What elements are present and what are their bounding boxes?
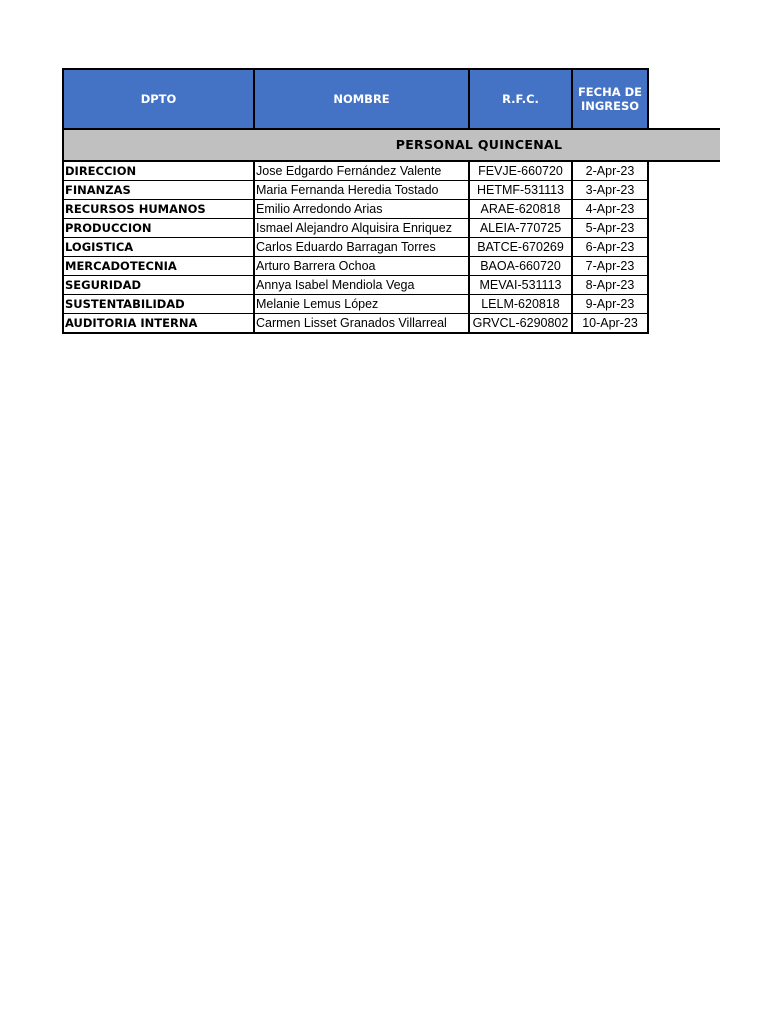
- cell-nombre[interactable]: Melanie Lemus López: [254, 295, 469, 314]
- cell-fecha[interactable]: 3-Apr-23: [572, 181, 648, 200]
- cell-nombre[interactable]: Maria Fernanda Heredia Tostado: [254, 181, 469, 200]
- header-row: [63, 69, 648, 129]
- table-row[interactable]: [63, 219, 648, 238]
- cell-nombre[interactable]: Arturo Barrera Ochoa: [254, 257, 469, 276]
- table-row[interactable]: [63, 238, 648, 257]
- cell-dpto[interactable]: FINANZAS: [63, 181, 254, 200]
- cell-nombre[interactable]: Jose Edgardo Fernández Valente: [254, 162, 469, 181]
- employee-table: [62, 68, 649, 334]
- cell-fecha[interactable]: 4-Apr-23: [572, 200, 648, 219]
- cell-dpto[interactable]: MERCADOTECNIA: [63, 257, 254, 276]
- header-dpto: DPTO: [63, 69, 254, 129]
- cell-dpto[interactable]: RECURSOS HUMANOS: [63, 200, 254, 219]
- cell-rfc[interactable]: FEVJE-660720: [469, 162, 572, 181]
- header-rfc: R.F.C.: [469, 69, 572, 129]
- cell-rfc[interactable]: GRVCL-6290802: [469, 314, 572, 334]
- table-row[interactable]: [63, 257, 648, 276]
- cell-fecha[interactable]: 8-Apr-23: [572, 276, 648, 295]
- cell-fecha[interactable]: 7-Apr-23: [572, 257, 648, 276]
- cell-nombre[interactable]: Carlos Eduardo Barragan Torres: [254, 238, 469, 257]
- cell-rfc[interactable]: ALEIA-770725: [469, 219, 572, 238]
- table-row[interactable]: [63, 314, 648, 334]
- cell-rfc[interactable]: HETMF-531113: [469, 181, 572, 200]
- cell-dpto[interactable]: DIRECCION: [63, 162, 254, 181]
- cell-rfc[interactable]: LELM-620818: [469, 295, 572, 314]
- employee-table-container: [62, 68, 649, 334]
- cell-fecha[interactable]: 9-Apr-23: [572, 295, 648, 314]
- cell-rfc[interactable]: MEVAI-531113: [469, 276, 572, 295]
- header-nombre: NOMBRE: [254, 69, 469, 129]
- section-row: [63, 129, 648, 162]
- table-row[interactable]: [63, 295, 648, 314]
- cell-rfc[interactable]: ARAE-620818: [469, 200, 572, 219]
- table-row[interactable]: [63, 162, 648, 181]
- cell-nombre[interactable]: Emilio Arredondo Arias: [254, 200, 469, 219]
- cell-dpto[interactable]: SUSTENTABILIDAD: [63, 295, 254, 314]
- cell-dpto[interactable]: LOGISTICA: [63, 238, 254, 257]
- cell-dpto[interactable]: AUDITORIA INTERNA: [63, 314, 254, 334]
- cell-nombre[interactable]: Ismael Alejandro Alquisira Enriquez: [254, 219, 469, 238]
- header-fecha: FECHA DE INGRESO: [572, 69, 648, 129]
- cell-rfc[interactable]: BAOA-660720: [469, 257, 572, 276]
- cell-fecha[interactable]: 10-Apr-23: [572, 314, 648, 334]
- table-row[interactable]: [63, 200, 648, 219]
- cell-fecha[interactable]: 6-Apr-23: [572, 238, 648, 257]
- cell-nombre[interactable]: Annya Isabel Mendiola Vega: [254, 276, 469, 295]
- table-row[interactable]: [63, 276, 648, 295]
- cell-dpto[interactable]: PRODUCCION: [63, 219, 254, 238]
- cell-nombre[interactable]: Carmen Lisset Granados Villarreal: [254, 314, 469, 334]
- section-title: PERSONAL QUINCENAL: [395, 137, 563, 152]
- cell-rfc[interactable]: BATCE-670269: [469, 238, 572, 257]
- cell-dpto[interactable]: SEGURIDAD: [63, 276, 254, 295]
- cell-fecha[interactable]: 2-Apr-23: [572, 162, 648, 181]
- cell-fecha[interactable]: 5-Apr-23: [572, 219, 648, 238]
- table-row[interactable]: [63, 181, 648, 200]
